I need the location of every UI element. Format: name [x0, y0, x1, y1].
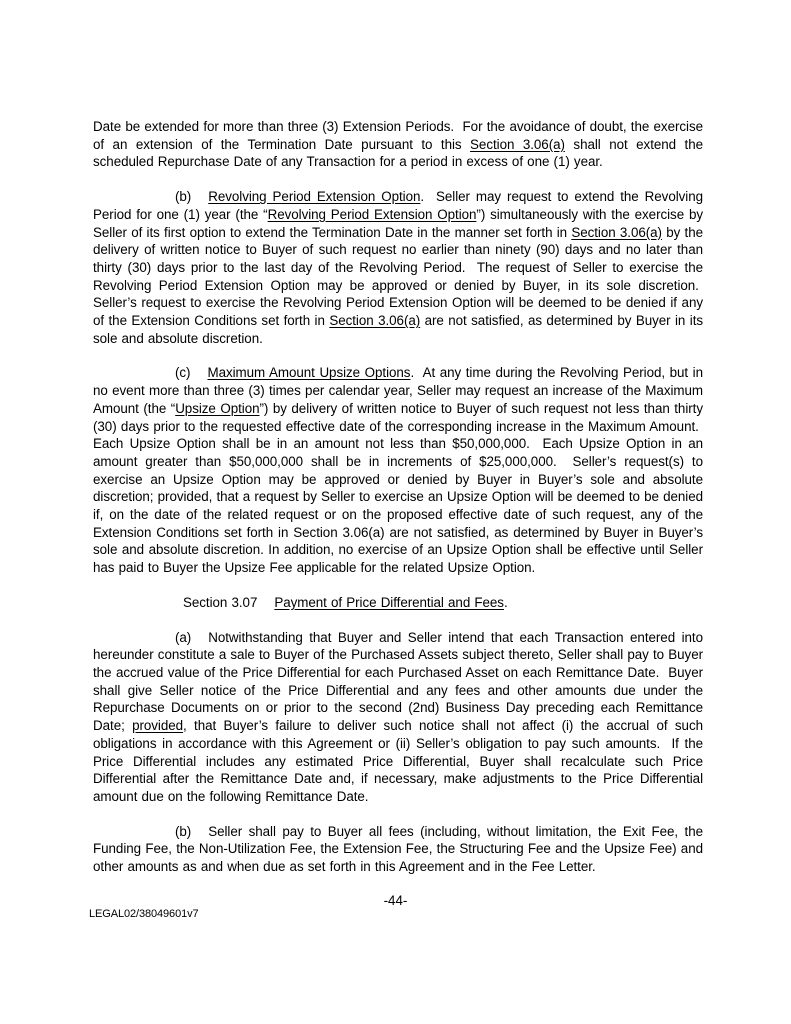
- para-continuation: [93, 118, 703, 171]
- underlined-text-run: Upsize Option: [175, 400, 260, 416]
- heading-section-3-07: [93, 594, 703, 612]
- text-run: by the delivery of written notice to Buyer of such request no earlier than ninety (90) days and no later than thirty (30) days prior to the last day of the Revolving Period. The request of Seller to exercise the Revolving Period Extension Option may be approved or denied by Buyer, in its sole discretion. Seller’s request to exercise the Revolving Period Extension Option will be deemed to be denied if any of the Extension Conditions set forth in: [93, 224, 703, 329]
- text-run: Seller shall pay to Buyer all fees (including, without limitation, the Exit Fee, the Funding Fee, the Non-Utilization Fee, the Extension Fee, the Structuring Fee and the Upsize Fee) and other amounts as and when due as set forth in this Agreement and in the Fee Letter.: [93, 823, 703, 875]
- footer-doc-id: LEGAL02/38049601v7: [89, 908, 199, 920]
- para-3-07-a: [93, 629, 703, 806]
- para-3-06-b: [93, 188, 703, 347]
- page-number: -44-: [383, 893, 408, 908]
- underlined-text-run: Revolving Period Extension Option: [267, 206, 477, 222]
- text-run: .: [503, 594, 508, 610]
- text-run: (a): [175, 629, 192, 645]
- underlined-text-run: Maximum Amount Upsize Options: [207, 365, 411, 381]
- document-body: [93, 118, 703, 893]
- text-run: , that Buyer’s failure to deliver such notice shall not affect (i) the accrual of such obligations in accordance with this Agreement or (ii) Seller’s obligation to pay such amounts. If the Price Differential includes any estimated Price Differential, Buyer shall recalculate such Price Differential after the Remittance Date and, if necessary, make adjustments to the Price Differential amount due on the following Remittance Date.: [93, 718, 703, 804]
- underlined-text-run: Payment of Price Differential and Fees: [274, 594, 504, 610]
- text-run: shall not extend the scheduled Repurchase Date of any Transaction for a period in excess of one (1) year.: [93, 136, 704, 170]
- para-3-06-c: [93, 364, 703, 576]
- underlined-text-run: provided: [132, 718, 184, 734]
- text-run: ”) by delivery of written notice to Buyer of such request not less than thirty (30) days prior to the requested effective date of the corresponding increase in the Maximum Amount. Each Upsize Option shall be in an amount not less than $50,000,000. Each Upsize Option in an amount greater than $50,000,000 shall be in increments of $25,000,000. Seller’s request(s) to exercise an Upsize Option may be approved or denied by Buyer in Buyer’s sole and absolute discretion; provided, that a request by Seller to exercise an Upsize Option will be deemed to be denied if, on the date of the related request or on the proposed effective date of such request, any of the Extension Conditions set forth in Section 3.06(a) are not satisfied, as determined by Buyer in Buyer’s sole and absolute discretion. In addition, no exercise of an Upsize Option shall be effective until Seller has paid to Buyer the Upsize Fee applicable for the related Upsize Option.: [93, 400, 703, 576]
- text-run: Notwithstanding that Buyer and Seller intend that each Transaction entered into hereunder constitute a sale to Buyer of the Purchased Assets subject thereto, Seller shall pay to Buyer the accrued value of the Price Differential for each Purchased Asset on each Remittance Date. Buyer shall give Seller notice of the Price Differential and any fees and other amounts due under the Repurchase Documents on or prior to the second (2nd) Business Day preceding each Remittance Date;: [93, 629, 703, 734]
- underlined-text-run: Section 3.06(a): [329, 313, 421, 329]
- text-run: Section 3.07: [183, 594, 258, 610]
- text-run: . At any time during the Revolving Period, but in no event more than three (3) times per calendar year, Seller may request an increase of the Maximum Amount (the “: [93, 365, 704, 416]
- underlined-text-run: Section 3.06(a): [470, 136, 565, 152]
- text-run: ”) simultaneously with the exercise by Seller of its first option to extend the Termination Date in the manner set forth in: [93, 206, 703, 240]
- text-run: Date be extended for more than three (3) Extension Periods. For the avoidance of doubt, the exercise of an extension of the Termination Date pursuant to this: [93, 119, 703, 152]
- text-run: (c): [175, 365, 191, 381]
- underlined-text-run: Revolving Period Extension Option: [208, 189, 421, 205]
- text-run: (b): [175, 823, 192, 839]
- text-run: . Seller may request to extend the Revolving Period for one (1) year (the “: [93, 189, 704, 222]
- para-3-07-b: [93, 823, 703, 876]
- underlined-text-run: Section 3.06(a): [571, 224, 662, 240]
- text-run: (b): [175, 189, 192, 205]
- text-run: are not satisfied, as determined by Buyer in its sole and absolute discretion.: [93, 313, 704, 346]
